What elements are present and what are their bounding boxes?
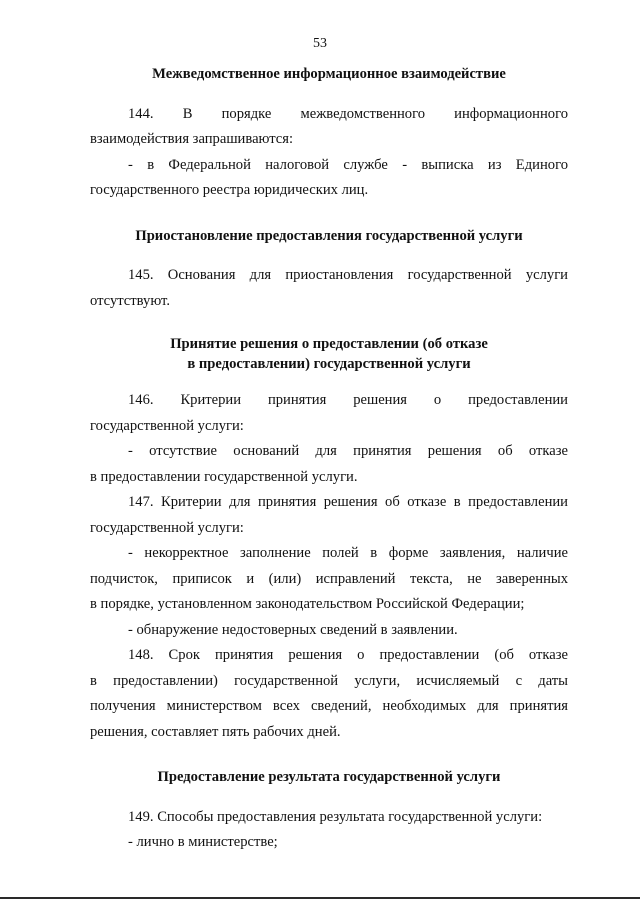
paragraph-144-line-1: 144. В порядке межведомственного информационного xyxy=(128,105,568,122)
list-item-incorrect-filling-line-3: в порядке, установленном законодательством Российской Федерации; xyxy=(90,596,525,612)
document-body xyxy=(90,62,568,856)
paragraph-148-line-3: получения министерством всех сведений, необходимых для принятия xyxy=(90,698,568,714)
section-heading-decision-line-1: Принятие решения о предоставлении (об отказе xyxy=(170,336,488,352)
list-item-false-info: - обнаружение недостоверных сведений в заявлении. xyxy=(128,621,458,638)
paragraph-144-line-2: взаимодействия запрашиваются: xyxy=(90,131,294,147)
section-heading-interagency: Межведомственное информационное взаимодействие xyxy=(152,66,506,82)
list-item-no-grounds-line-2: в предоставлении государственной услуги. xyxy=(90,468,358,485)
paragraph-147-line-2: государственной услуги: xyxy=(90,519,244,536)
section-heading-result: Предоставление результата государственной услуги xyxy=(157,769,501,785)
list-item-tax-service-line-1: - в Федеральной налоговой службе - выписка из Единого xyxy=(128,156,568,173)
section-heading-suspension: Приостановление предоставления государственной услуги xyxy=(135,227,523,244)
paragraph-146-line-2: государственной услуги: xyxy=(90,417,244,434)
list-item-tax-service-line-2: государственного реестра юридических лиц. xyxy=(90,182,369,198)
list-item-incorrect-filling-line-2: подчисток, приписок и (или) исправлений текста, не заверенных xyxy=(90,570,568,587)
list-item-no-grounds-line-1: - отсутствие оснований для принятия решения об отказе xyxy=(128,443,568,459)
bottom-rule xyxy=(0,897,640,899)
paragraph-148-line-2: в предоставлении) государственной услуги, исчисляемый с даты xyxy=(90,672,568,689)
paragraph-147-line-1: 147. Критерии для принятия решения об отказе в предоставлении xyxy=(128,494,568,510)
paragraph-149: 149. Способы предоставления результата государственной услуги: xyxy=(128,808,543,825)
section-heading-decision-line-2: в предоставлении) государственной услуги xyxy=(187,356,471,372)
paragraph-146-line-1: 146. Критерии принятия решения о предоставлении xyxy=(128,392,568,408)
page-number: 53 xyxy=(313,36,327,51)
list-item-in-person: - лично в министерстве; xyxy=(128,834,278,850)
list-item-incorrect-filling-line-1: - некорректное заполнение полей в форме заявления, наличие xyxy=(128,545,568,561)
paragraph-148-line-4: решения, составляет пять рабочих дней. xyxy=(90,723,341,740)
paragraph-145-line-1: 145. Основания для приостановления государственной услуги xyxy=(128,267,568,283)
paragraph-145-line-2: отсутствуют. xyxy=(90,292,170,309)
paragraph-148-line-1: 148. Срок принятия решения о предоставлении (об отказе xyxy=(128,647,568,663)
